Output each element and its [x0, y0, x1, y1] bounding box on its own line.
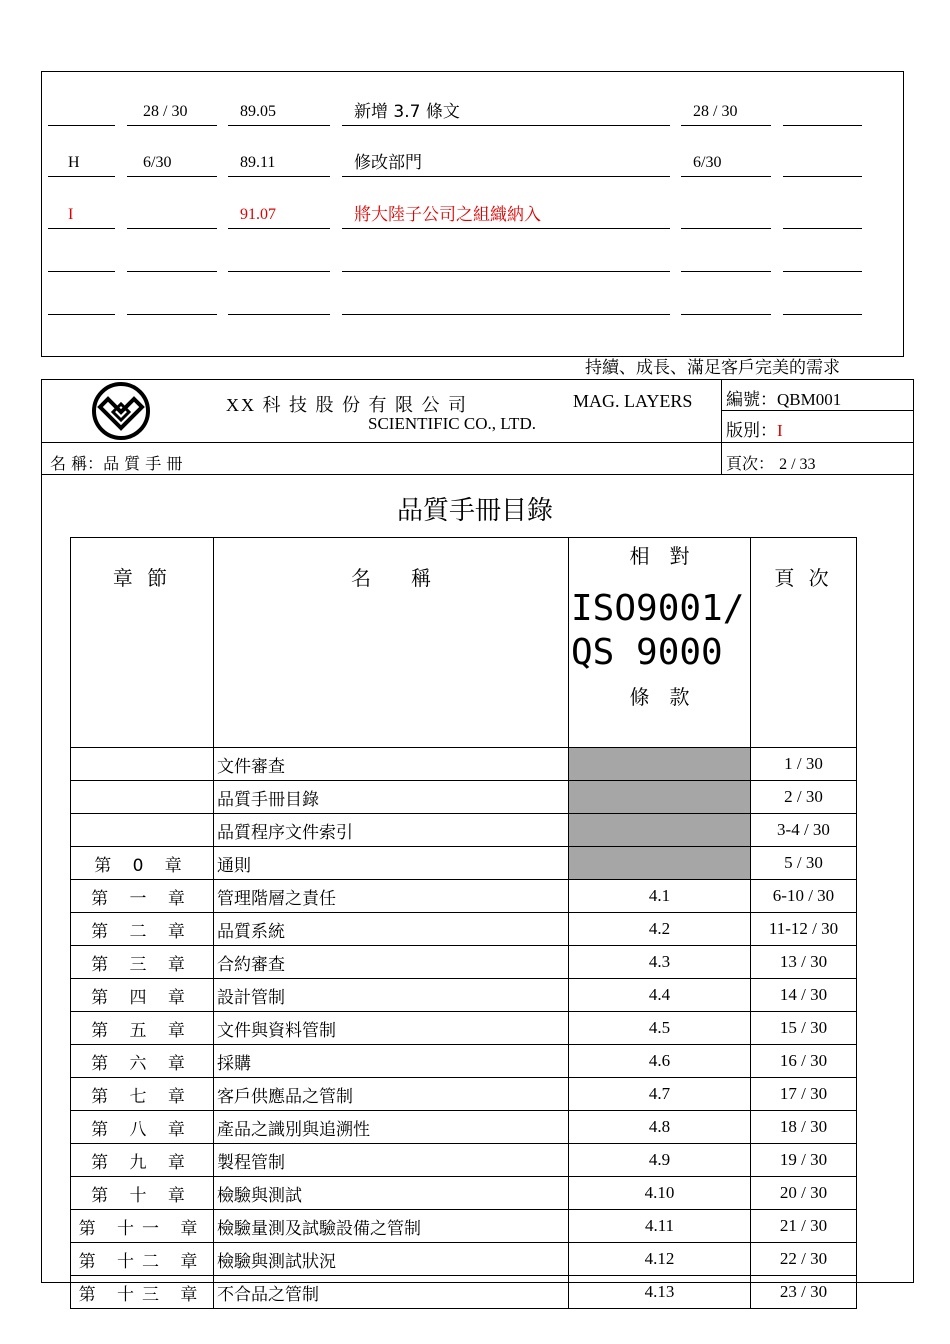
revision-underline [783, 176, 862, 177]
toc-chapter: 第 0 章 [71, 847, 214, 880]
toc-page: 20 / 30 [751, 1177, 857, 1210]
table-row [71, 1243, 857, 1276]
toc-chapter: 第 十一 章 [71, 1210, 214, 1243]
toc-chapter: 第 七 章 [71, 1078, 214, 1111]
revision-underline [228, 314, 330, 315]
revision-underline [228, 176, 330, 177]
toc-chapter: 第 一 章 [71, 880, 214, 913]
company-name-en-1: MAG. LAYERS [573, 391, 693, 411]
company-name-en-2: SCIENTIFIC CO., LTD. [368, 414, 536, 433]
revision-underline [48, 314, 115, 315]
doc-no-label: 編號： [726, 390, 777, 410]
revision-description: 將大陸子公司之組織納入 [354, 205, 541, 225]
toc-clause: 4.4 [569, 979, 751, 1012]
toc-clause: 4.6 [569, 1045, 751, 1078]
toc-chapter [71, 781, 214, 814]
table-row [71, 1177, 857, 1210]
table-row [71, 1210, 857, 1243]
toc-page: 23 / 30 [751, 1276, 857, 1309]
revision-underline [681, 271, 771, 272]
revision-underline [783, 314, 862, 315]
revision-underline [228, 228, 330, 229]
toc-page: 22 / 30 [751, 1243, 857, 1276]
toc-clause: 4.13 [569, 1276, 751, 1309]
revision-underline [342, 271, 670, 272]
table-row [71, 748, 857, 781]
revision-date: 89.11 [240, 154, 276, 171]
header-divider [41, 442, 914, 443]
table-row [71, 1144, 857, 1177]
revision-underline [681, 176, 771, 177]
toc-clause: 4.11 [569, 1210, 751, 1243]
revision-pages2: 6/30 [693, 154, 722, 171]
toc-page: 14 / 30 [751, 979, 857, 1012]
revision-underline [342, 125, 670, 126]
toc-name: 檢驗與測試 [214, 1177, 569, 1210]
toc-name: 製程管制 [214, 1144, 569, 1177]
toc-chapter: 第 十 章 [71, 1177, 214, 1210]
clause-header-std1: ISO9001/ [571, 588, 745, 629]
revision-description: 修改部門 [354, 153, 422, 173]
toc-chapter [71, 814, 214, 847]
toc-name: 設計管制 [214, 979, 569, 1012]
toc-clause: 4.7 [569, 1078, 751, 1111]
toc-clause: 4.10 [569, 1177, 751, 1210]
toc-chapter [71, 748, 214, 781]
revision-underline [48, 176, 115, 177]
revision-underline [681, 125, 771, 126]
toc-table [70, 537, 857, 1309]
revision-date: 89.05 [240, 103, 276, 120]
doc-no [726, 385, 841, 410]
revision-underline [681, 228, 771, 229]
manual-name: 名 稱：品 質 手 冊 [50, 454, 183, 473]
version-label: 版別： [726, 421, 777, 441]
table-row [71, 1111, 857, 1144]
revision-pages2: 28 / 30 [693, 103, 738, 120]
toc-name: 檢驗量測及試驗設備之管制 [214, 1210, 569, 1243]
toc-page: 6-10 / 30 [751, 880, 857, 913]
table-row [71, 979, 857, 1012]
toc-name: 品質手冊目錄 [214, 781, 569, 814]
revision-rev: I [68, 206, 74, 223]
toc-page: 3-4 / 30 [751, 814, 857, 847]
page-number [726, 451, 816, 474]
col-header-page: 頁 次 [751, 538, 857, 748]
toc-chapter: 第 二 章 [71, 913, 214, 946]
page-value: 2 / 33 [779, 456, 816, 473]
col-header-clause [569, 538, 751, 748]
toc-chapter: 第 十三 章 [71, 1276, 214, 1309]
revision-date: 91.07 [240, 206, 276, 223]
clause-header-top: 相 對 [629, 544, 690, 568]
toc-clause [569, 847, 751, 880]
toc-name: 採購 [214, 1045, 569, 1078]
revision-pages: 28 / 30 [143, 103, 188, 120]
revision-underline [681, 314, 771, 315]
table-row [71, 946, 857, 979]
toc-chapter: 第 三 章 [71, 946, 214, 979]
toc-page: 18 / 30 [751, 1111, 857, 1144]
table-row [71, 847, 857, 880]
toc-chapter: 第 四 章 [71, 979, 214, 1012]
toc-page: 21 / 30 [751, 1210, 857, 1243]
company-logo [88, 381, 154, 441]
revision-underline [48, 228, 115, 229]
revision-rev: H [68, 154, 80, 171]
revision-underline [127, 228, 217, 229]
toc-chapter: 第 九 章 [71, 1144, 214, 1177]
toc-clause [569, 814, 751, 847]
revision-pages: 6/30 [143, 154, 172, 171]
revision-underline [127, 176, 217, 177]
revision-underline [48, 125, 115, 126]
doc-no-divider [721, 410, 914, 411]
toc-clause: 4.8 [569, 1111, 751, 1144]
table-row [71, 1012, 857, 1045]
revision-description: 新增 3.7 條文 [354, 102, 460, 122]
toc-page: 19 / 30 [751, 1144, 857, 1177]
toc-name: 文件與資料管制 [214, 1012, 569, 1045]
revision-underline [127, 271, 217, 272]
toc-header-row [71, 538, 857, 748]
slogan: 持續、成長、滿足客戶完美的需求 [585, 358, 840, 378]
toc-name: 通則 [214, 847, 569, 880]
toc-page: 2 / 30 [751, 781, 857, 814]
doc-no-value: QBM001 [777, 390, 842, 409]
revision-underline [342, 228, 670, 229]
table-row [71, 814, 857, 847]
table-row [71, 1045, 857, 1078]
toc-chapter: 第 五 章 [71, 1012, 214, 1045]
toc-chapter: 第 六 章 [71, 1045, 214, 1078]
revision-underline [127, 314, 217, 315]
col-header-chapter: 章 節 [71, 538, 214, 748]
toc-clause [569, 748, 751, 781]
toc-clause [569, 781, 751, 814]
toc-page: 1 / 30 [751, 748, 857, 781]
revision-underline [228, 271, 330, 272]
revision-underline [783, 228, 862, 229]
revision-underline [342, 314, 670, 315]
col-header-name: 名 稱 [214, 538, 569, 748]
table-row [71, 1078, 857, 1111]
revision-underline [783, 125, 862, 126]
toc-page: 16 / 30 [751, 1045, 857, 1078]
toc-title: 品質手冊目錄 [396, 496, 553, 526]
clause-header-std2: QS 9000 [571, 632, 723, 673]
toc-page: 11-12 / 30 [751, 913, 857, 946]
toc-page: 17 / 30 [751, 1078, 857, 1111]
toc-name: 文件審查 [214, 748, 569, 781]
toc-name: 檢驗與測試狀況 [214, 1243, 569, 1276]
toc-page: 15 / 30 [751, 1012, 857, 1045]
toc-name: 合約審查 [214, 946, 569, 979]
toc-chapter: 第 十二 章 [71, 1243, 214, 1276]
toc-clause: 4.1 [569, 880, 751, 913]
toc-page: 13 / 30 [751, 946, 857, 979]
revision-underline [228, 125, 330, 126]
page-label: 頁次： [726, 454, 775, 473]
toc-chapter: 第 八 章 [71, 1111, 214, 1144]
table-row [71, 781, 857, 814]
toc-clause: 4.3 [569, 946, 751, 979]
revision-underline [783, 271, 862, 272]
toc-clause: 4.5 [569, 1012, 751, 1045]
revision-underline [48, 271, 115, 272]
toc-name: 不合品之管制 [214, 1276, 569, 1309]
table-row [71, 1276, 857, 1309]
version [726, 416, 783, 441]
table-row [71, 913, 857, 946]
company-logo-icon [88, 381, 154, 441]
revision-underline [342, 176, 670, 177]
toc-name: 管理階層之責任 [214, 880, 569, 913]
toc-clause: 4.2 [569, 913, 751, 946]
version-value: I [777, 421, 783, 440]
clause-header-bottom: 條 款 [629, 685, 690, 709]
company-name-zh: XX 科 技 股 份 有 限 公 司 [226, 395, 468, 415]
header-right-divider [721, 379, 722, 474]
toc-name: 品質系統 [214, 913, 569, 946]
toc-name: 品質程序文件索引 [214, 814, 569, 847]
table-row [71, 880, 857, 913]
toc-name: 客戶供應品之管制 [214, 1078, 569, 1111]
toc-name: 產品之識別與追溯性 [214, 1111, 569, 1144]
toc-clause: 4.9 [569, 1144, 751, 1177]
name-row-divider [41, 474, 914, 475]
toc-page: 5 / 30 [751, 847, 857, 880]
toc-clause: 4.12 [569, 1243, 751, 1276]
revision-underline [127, 125, 217, 126]
